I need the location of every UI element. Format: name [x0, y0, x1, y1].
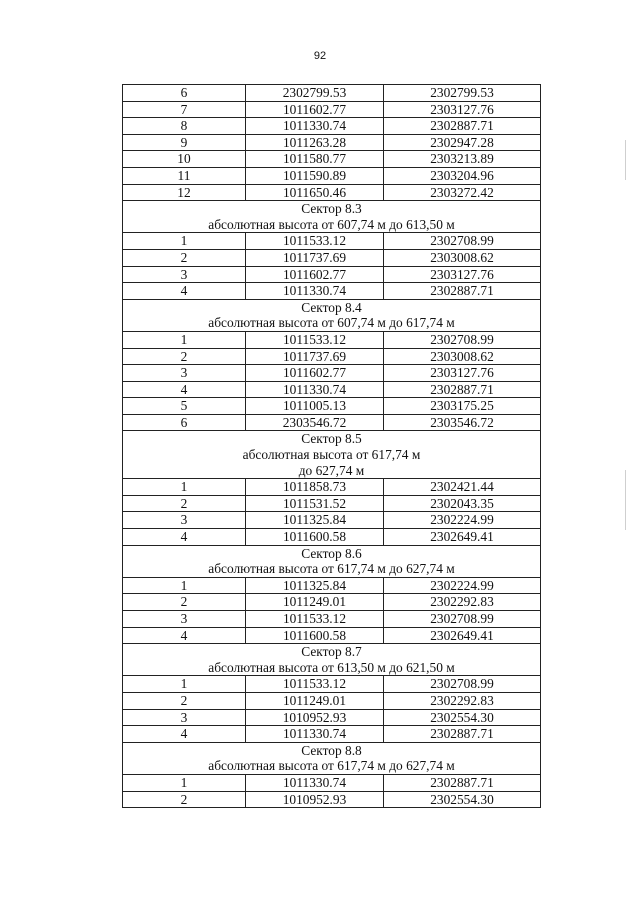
- x-coordinate-cell: 1011737.69: [246, 249, 384, 266]
- y-coordinate-cell: 2302224.99: [384, 512, 541, 529]
- sector-altitude-range: до 627,74 м: [123, 463, 541, 479]
- y-coordinate-cell: 2302708.99: [384, 611, 541, 628]
- point-number-cell: 4: [123, 283, 246, 300]
- sector-altitude-range: абсолютная высота от 613,50 м до 621,50 м: [123, 660, 541, 676]
- y-coordinate-cell: 2303546.72: [384, 414, 541, 431]
- point-number-cell: 2: [123, 692, 246, 709]
- y-coordinate-cell: 2302224.99: [384, 577, 541, 594]
- point-number-cell: 11: [123, 167, 246, 184]
- table-row: [123, 774, 541, 791]
- point-number-cell: 4: [123, 529, 246, 546]
- section-heading-row: [123, 758, 541, 774]
- point-number-cell: 2: [123, 594, 246, 611]
- x-coordinate-cell: 1011533.12: [246, 676, 384, 693]
- x-coordinate-cell: 1011602.77: [246, 101, 384, 118]
- point-number-cell: 12: [123, 184, 246, 201]
- sector-title: Сектор 8.6: [123, 545, 541, 561]
- table-row: [123, 233, 541, 250]
- y-coordinate-cell: 2302421.44: [384, 479, 541, 496]
- point-number-cell: 1: [123, 331, 246, 348]
- table-row: [123, 577, 541, 594]
- table-row: [123, 692, 541, 709]
- x-coordinate-cell: 1011590.89: [246, 167, 384, 184]
- table-row: [123, 611, 541, 628]
- section-heading-row: [123, 561, 541, 577]
- point-number-cell: 3: [123, 512, 246, 529]
- point-number-cell: 2: [123, 249, 246, 266]
- y-coordinate-cell: 2303127.76: [384, 266, 541, 283]
- y-coordinate-cell: 2303127.76: [384, 365, 541, 382]
- x-coordinate-cell: 1011533.12: [246, 233, 384, 250]
- page-number: 92: [313, 50, 327, 62]
- section-heading-row: [123, 660, 541, 676]
- point-number-cell: 4: [123, 627, 246, 644]
- x-coordinate-cell: 1011325.84: [246, 577, 384, 594]
- section-heading-row: [123, 742, 541, 758]
- y-coordinate-cell: 2302887.71: [384, 118, 541, 135]
- y-coordinate-cell: 2302292.83: [384, 692, 541, 709]
- y-coordinate-cell: 2302887.71: [384, 726, 541, 743]
- table-row: [123, 495, 541, 512]
- table-row: [123, 791, 541, 808]
- point-number-cell: 5: [123, 398, 246, 415]
- x-coordinate-cell: 1011600.58: [246, 627, 384, 644]
- x-coordinate-cell: 1011330.74: [246, 118, 384, 135]
- table-row: [123, 348, 541, 365]
- table-row: [123, 512, 541, 529]
- y-coordinate-cell: 2302554.30: [384, 791, 541, 808]
- point-number-cell: 1: [123, 577, 246, 594]
- point-number-cell: 2: [123, 348, 246, 365]
- sector-altitude-range: абсолютная высота от 617,74 м: [123, 447, 541, 463]
- x-coordinate-cell: 1011330.74: [246, 726, 384, 743]
- y-coordinate-cell: 2302708.99: [384, 676, 541, 693]
- x-coordinate-cell: 1011737.69: [246, 348, 384, 365]
- y-coordinate-cell: 2302043.35: [384, 495, 541, 512]
- point-number-cell: 1: [123, 233, 246, 250]
- sector-altitude-range: абсолютная высота от 617,74 м до 627,74 м: [123, 758, 541, 774]
- y-coordinate-cell: 2302947.28: [384, 134, 541, 151]
- x-coordinate-cell: 1010952.93: [246, 709, 384, 726]
- x-coordinate-cell: 1011858.73: [246, 479, 384, 496]
- sector-title: Сектор 8.7: [123, 644, 541, 660]
- point-number-cell: 6: [123, 414, 246, 431]
- section-heading-row: [123, 545, 541, 561]
- point-number-cell: 1: [123, 774, 246, 791]
- sector-altitude-range: абсолютная высота от 607,74 м до 617,74 м: [123, 315, 541, 331]
- point-number-cell: 3: [123, 266, 246, 283]
- x-coordinate-cell: 1011263.28: [246, 134, 384, 151]
- point-number-cell: 2: [123, 495, 246, 512]
- y-coordinate-cell: 2302799.53: [384, 85, 541, 102]
- y-coordinate-cell: 2303213.89: [384, 151, 541, 168]
- y-coordinate-cell: 2303272.42: [384, 184, 541, 201]
- table-row: [123, 134, 541, 151]
- y-coordinate-cell: 2302649.41: [384, 529, 541, 546]
- y-coordinate-cell: 2302708.99: [384, 331, 541, 348]
- margin-scan-mark: [625, 140, 626, 180]
- point-number-cell: 3: [123, 709, 246, 726]
- table-row: [123, 151, 541, 168]
- y-coordinate-cell: 2302887.71: [384, 774, 541, 791]
- table-row: [123, 249, 541, 266]
- section-heading-row: [123, 315, 541, 331]
- table-row: [123, 118, 541, 135]
- point-number-cell: 10: [123, 151, 246, 168]
- table-row: [123, 167, 541, 184]
- x-coordinate-cell: 1011531.52: [246, 495, 384, 512]
- sector-title: Сектор 8.4: [123, 299, 541, 315]
- y-coordinate-cell: 2303008.62: [384, 249, 541, 266]
- point-number-cell: 1: [123, 479, 246, 496]
- x-coordinate-cell: 1011600.58: [246, 529, 384, 546]
- x-coordinate-cell: 1011330.74: [246, 774, 384, 791]
- point-number-cell: 3: [123, 611, 246, 628]
- table-row: [123, 184, 541, 201]
- sector-altitude-range: абсолютная высота от 617,74 м до 627,74 м: [123, 561, 541, 577]
- point-number-cell: 8: [123, 118, 246, 135]
- y-coordinate-cell: 2303008.62: [384, 348, 541, 365]
- table-row: [123, 381, 541, 398]
- point-number-cell: 6: [123, 85, 246, 102]
- point-number-cell: 9: [123, 134, 246, 151]
- table-row: [123, 414, 541, 431]
- y-coordinate-cell: 2303127.76: [384, 101, 541, 118]
- y-coordinate-cell: 2303204.96: [384, 167, 541, 184]
- section-heading-row: [123, 447, 541, 463]
- section-heading-row: [123, 217, 541, 233]
- x-coordinate-cell: 1011005.13: [246, 398, 384, 415]
- table-row: [123, 479, 541, 496]
- table-row: [123, 709, 541, 726]
- y-coordinate-cell: 2302708.99: [384, 233, 541, 250]
- x-coordinate-cell: 1011249.01: [246, 692, 384, 709]
- x-coordinate-cell: 1011533.12: [246, 331, 384, 348]
- x-coordinate-cell: 1011330.74: [246, 283, 384, 300]
- x-coordinate-cell: 2302799.53: [246, 85, 384, 102]
- sector-altitude-range: абсолютная высота от 607,74 м до 613,50 м: [123, 217, 541, 233]
- y-coordinate-cell: 2303175.25: [384, 398, 541, 415]
- x-coordinate-cell: 1011580.77: [246, 151, 384, 168]
- sector-title: Сектор 8.8: [123, 742, 541, 758]
- x-coordinate-cell: 1011650.46: [246, 184, 384, 201]
- sector-title: Сектор 8.5: [123, 431, 541, 447]
- x-coordinate-cell: 1011602.77: [246, 266, 384, 283]
- y-coordinate-cell: 2302292.83: [384, 594, 541, 611]
- section-heading-row: [123, 299, 541, 315]
- section-heading-row: [123, 431, 541, 447]
- x-coordinate-cell: 1011249.01: [246, 594, 384, 611]
- x-coordinate-cell: 1011533.12: [246, 611, 384, 628]
- x-coordinate-cell: 1011325.84: [246, 512, 384, 529]
- coordinates-table: [122, 84, 541, 808]
- table-row: [123, 101, 541, 118]
- y-coordinate-cell: 2302649.41: [384, 627, 541, 644]
- margin-scan-mark: [625, 470, 626, 530]
- coordinates-table-body: [123, 85, 541, 808]
- section-heading-row: [123, 463, 541, 479]
- x-coordinate-cell: 1011330.74: [246, 381, 384, 398]
- table-row: [123, 266, 541, 283]
- point-number-cell: 4: [123, 726, 246, 743]
- section-heading-row: [123, 644, 541, 660]
- table-row: [123, 283, 541, 300]
- x-coordinate-cell: 1010952.93: [246, 791, 384, 808]
- table-row: [123, 726, 541, 743]
- point-number-cell: 2: [123, 791, 246, 808]
- point-number-cell: 1: [123, 676, 246, 693]
- table-row: [123, 365, 541, 382]
- table-row: [123, 85, 541, 102]
- sector-title: Сектор 8.3: [123, 201, 541, 217]
- y-coordinate-cell: 2302887.71: [384, 283, 541, 300]
- x-coordinate-cell: 2303546.72: [246, 414, 384, 431]
- point-number-cell: 3: [123, 365, 246, 382]
- table-row: [123, 529, 541, 546]
- table-row: [123, 676, 541, 693]
- table-row: [123, 594, 541, 611]
- table-row: [123, 331, 541, 348]
- table-row: [123, 627, 541, 644]
- section-heading-row: [123, 201, 541, 217]
- table-row: [123, 398, 541, 415]
- x-coordinate-cell: 1011602.77: [246, 365, 384, 382]
- y-coordinate-cell: 2302554.30: [384, 709, 541, 726]
- y-coordinate-cell: 2302887.71: [384, 381, 541, 398]
- point-number-cell: 4: [123, 381, 246, 398]
- point-number-cell: 7: [123, 101, 246, 118]
